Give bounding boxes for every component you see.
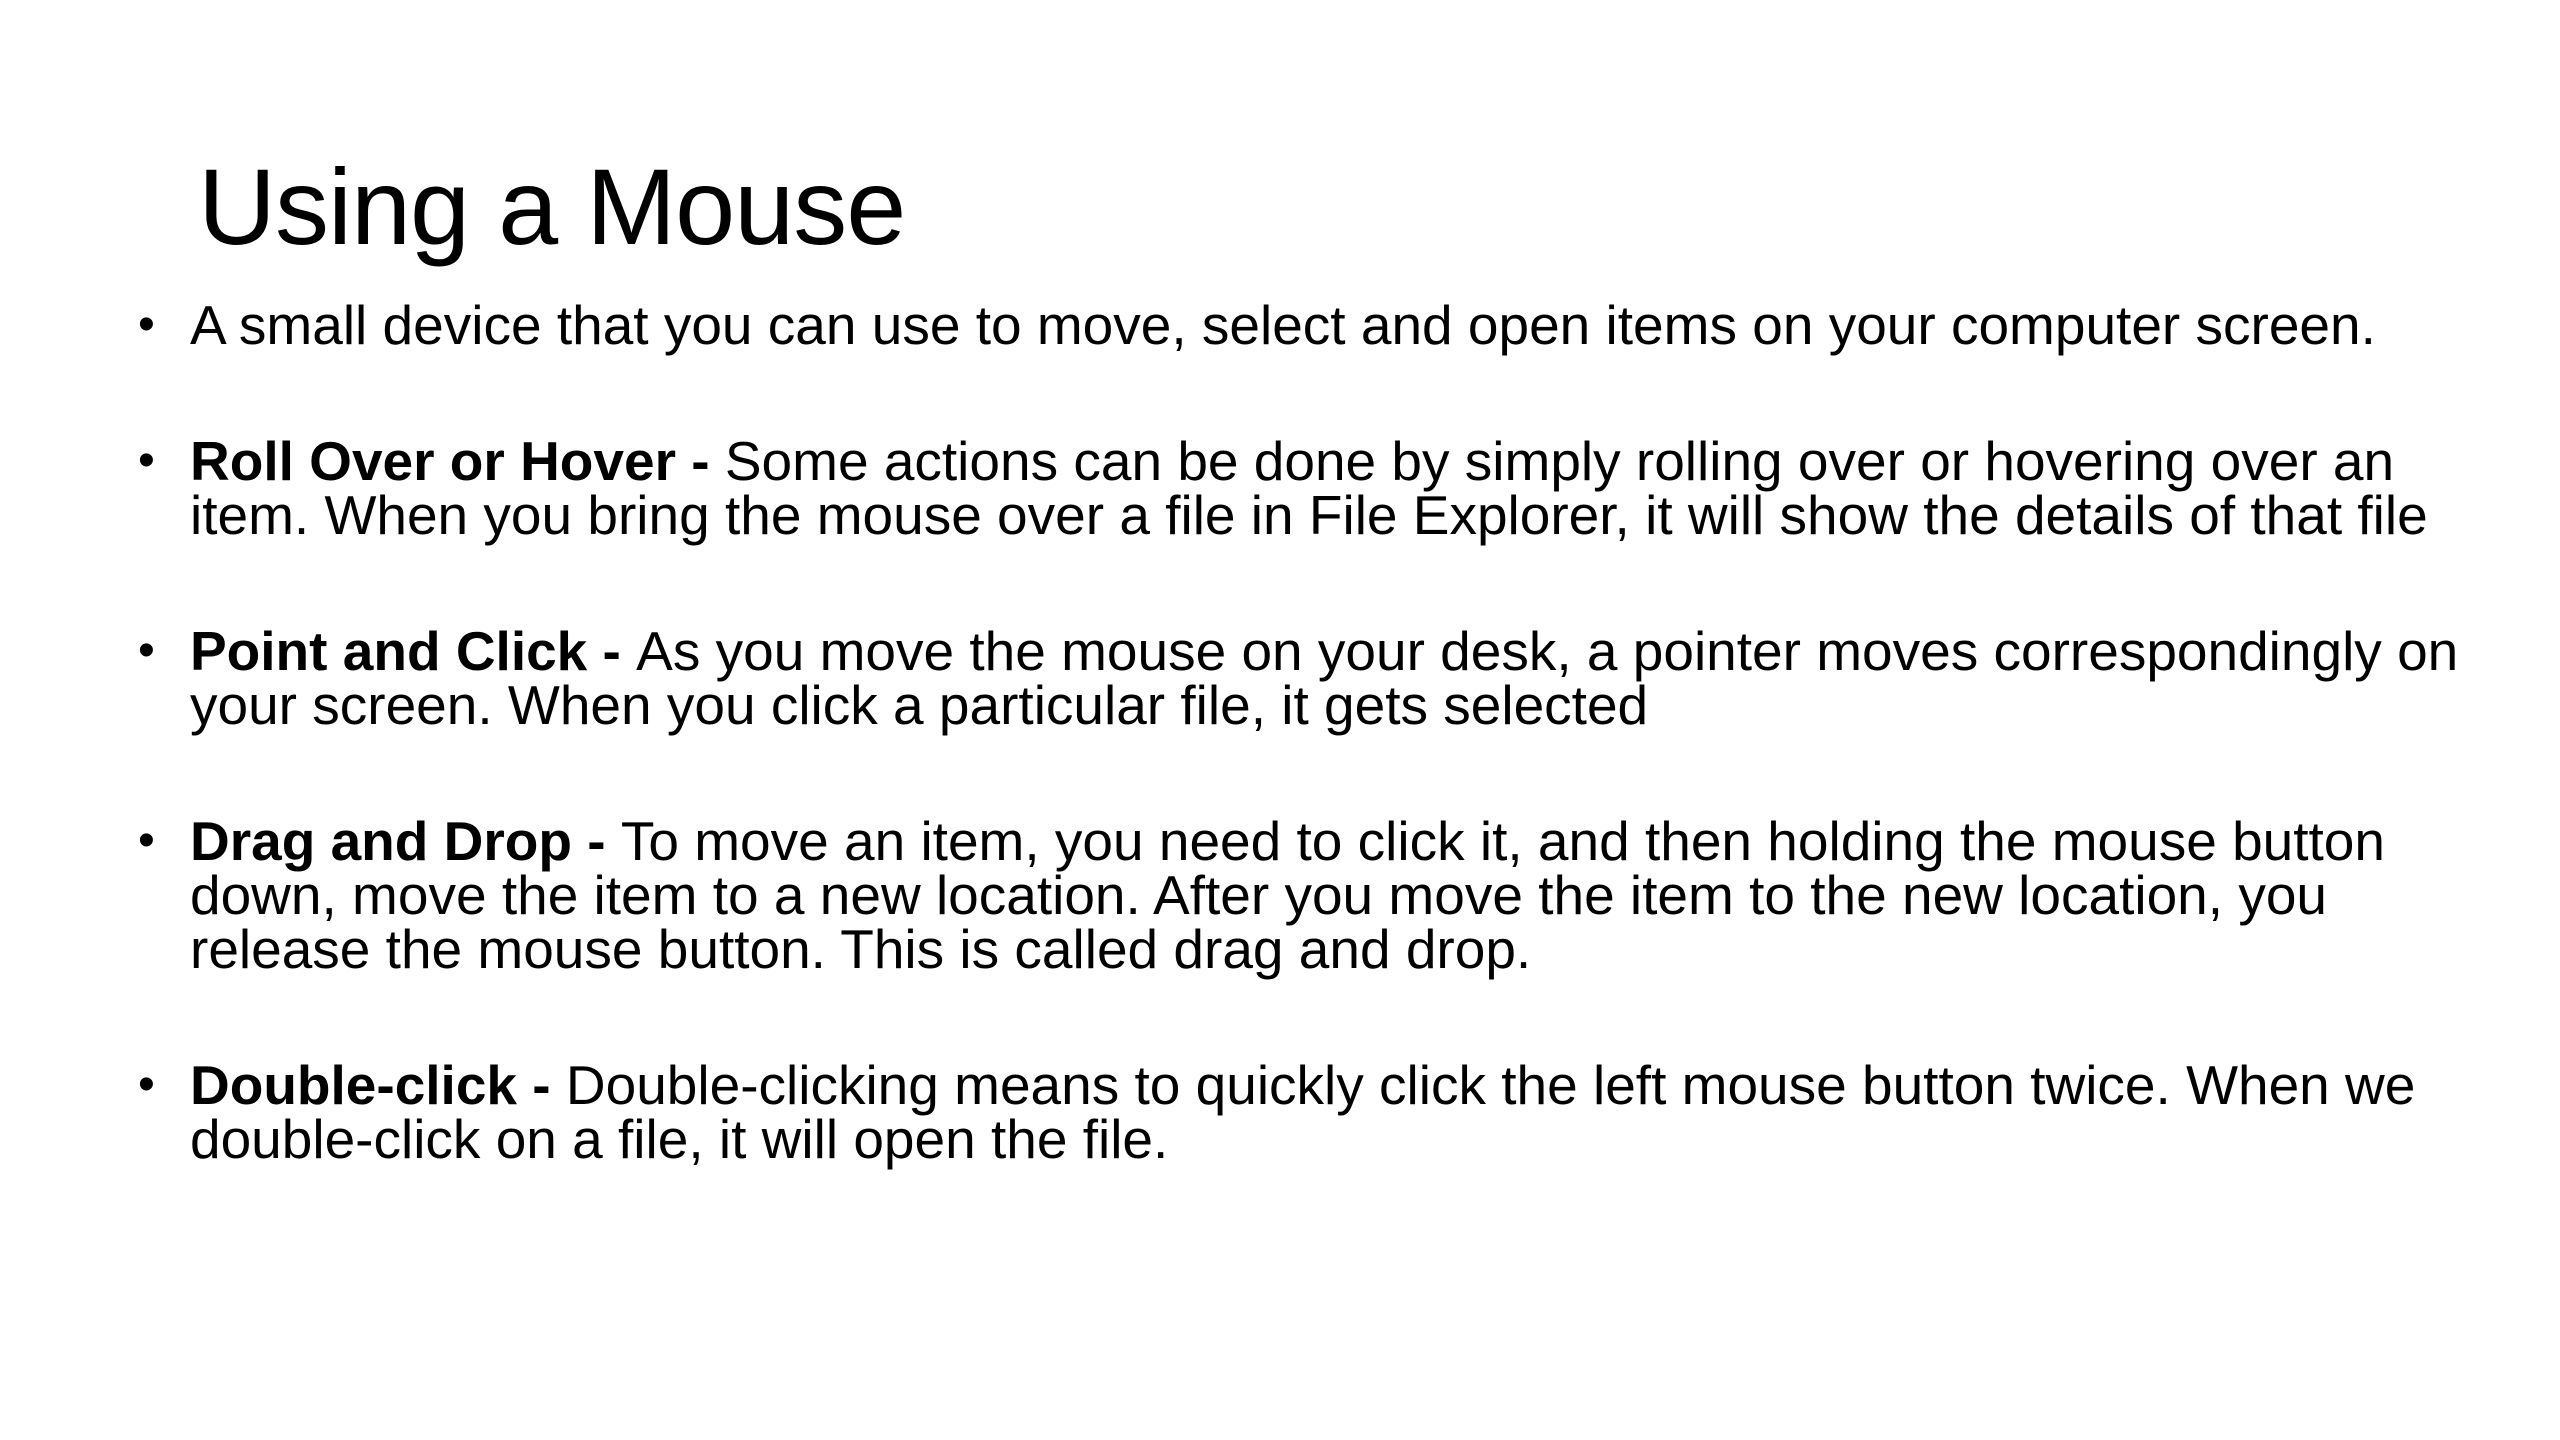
bullet-term: Roll Over or Hover - [190, 430, 725, 492]
bullet-icon: • [138, 624, 155, 677]
bullet-item-roll-over [138, 430, 2468, 546]
bullet-term: Double-click - [190, 1054, 566, 1116]
bullet-term: Point and Click - [190, 620, 637, 682]
bullet-item-double-click [138, 1054, 2468, 1170]
bullet-icon: • [138, 814, 155, 867]
bullet-icon: • [138, 1058, 155, 1111]
bullet-icon: • [138, 298, 155, 351]
bullet-term: Drag and Drop - [190, 810, 621, 872]
bullet-text: As you move the mouse on your desk, a pointer moves correspondingly on your screen. When you click a particular file, it gets selected [190, 620, 2459, 736]
bullet-list [138, 294, 2468, 1170]
bullet-item-drag-and-drop [138, 810, 2468, 980]
slide-title: Using a Mouse [198, 146, 906, 267]
bullet-icon: • [138, 434, 155, 487]
bullet-item-point-and-click [138, 620, 2468, 736]
bullet-item-mouse-definition [138, 294, 2468, 356]
bullet-text: A small device that you can use to move, select and open items on your computer screen. [190, 294, 2376, 356]
bullet-text: To move an item, you need to click it, and then holding the mouse button down, move the item to a new location. After you move the item to the new location, you release the mouse button. This is called drag and drop. [190, 810, 2385, 980]
bullet-text: Double-clicking means to quickly click the left mouse button twice. When we double-click on a file, it will open the file. [190, 1054, 2416, 1170]
bullet-text: Some actions can be done by simply rolling over or hovering over an item. When you bring the mouse over a file in File Explorer, it will show the details of that file [190, 430, 2428, 546]
